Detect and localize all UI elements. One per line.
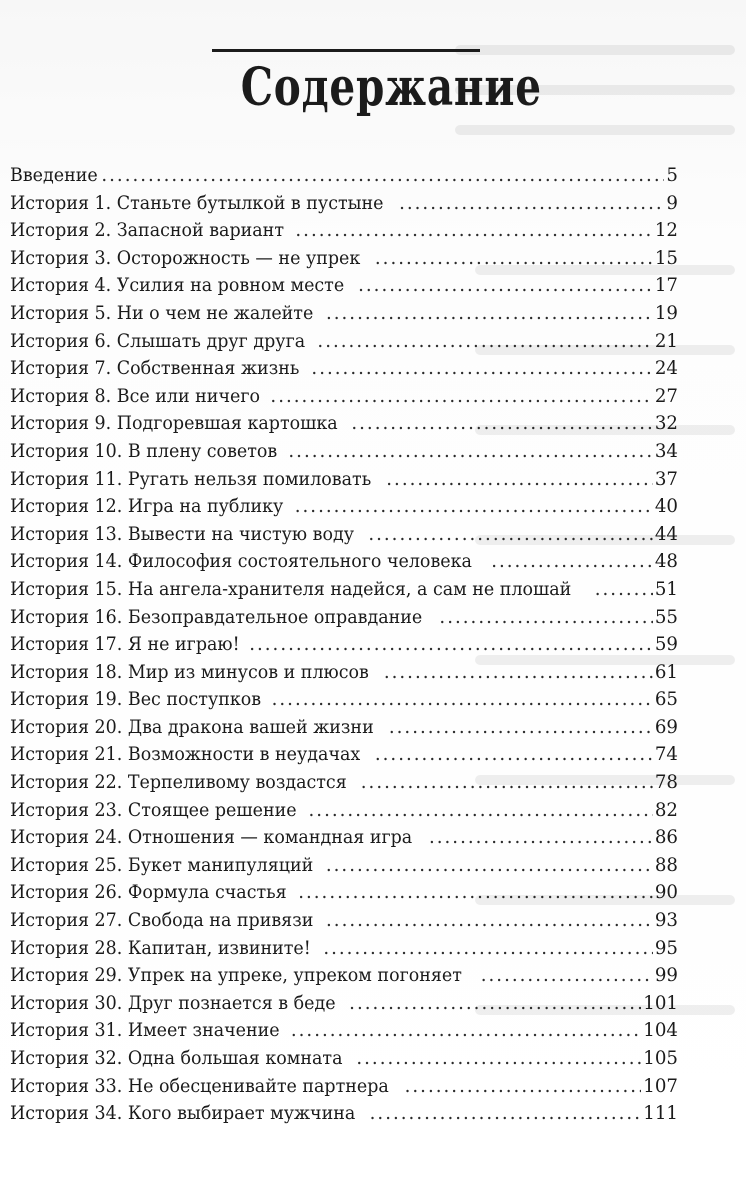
toc-entry-page: 51 — [654, 578, 678, 600]
toc-entry[interactable] — [10, 190, 678, 218]
toc-entry-title: История 15. На ангела-хранителя надейся, а сам не плошай — [10, 578, 572, 600]
toc-entry[interactable] — [10, 493, 678, 521]
toc-entry[interactable] — [10, 879, 678, 907]
toc-entry-title: История 26. Формула счастья — [10, 882, 287, 904]
toc-entry-title: История 27. Свобода на привязи — [10, 910, 314, 932]
toc-entry[interactable] — [10, 245, 678, 273]
dot-leader — [295, 493, 653, 521]
toc-entry-title: История 17. Я не играю! — [10, 634, 240, 656]
toc-entry[interactable] — [10, 631, 678, 659]
toc-entry[interactable] — [10, 741, 678, 769]
table-of-contents — [10, 162, 678, 1128]
toc-entry[interactable] — [10, 466, 678, 494]
toc-entry[interactable] — [10, 659, 678, 687]
toc-entry-title: История 19. Вес поступков — [10, 689, 262, 711]
dot-leader — [326, 907, 653, 935]
toc-entry-page: 104 — [643, 1020, 678, 1042]
toc-entry-page: 15 — [654, 247, 678, 269]
toc-entry-title: История 14. Философия состоятельного человека — [10, 551, 472, 573]
toc-entry-title: История 28. Капитан, извините! — [10, 937, 311, 959]
dot-leader — [375, 245, 653, 273]
toc-entry[interactable] — [10, 990, 678, 1018]
toc-entry-title: История 1. Станьте бутылкой в пустыне — [10, 192, 384, 214]
toc-entry-page: 55 — [654, 606, 678, 628]
toc-entry-title: История 4. Усилия на ровном месте — [10, 275, 345, 297]
toc-entry-title: История 18. Мир из минусов и плюсов — [10, 661, 369, 683]
toc-entry-title: Введение — [10, 165, 98, 186]
toc-entry-page: 65 — [654, 689, 678, 711]
dot-leader — [311, 355, 652, 383]
toc-entry[interactable] — [10, 852, 678, 880]
toc-entry-page: 34 — [654, 440, 678, 462]
toc-entry[interactable] — [10, 521, 678, 549]
dot-leader — [349, 990, 641, 1018]
dot-leader — [326, 300, 653, 328]
toc-entry[interactable] — [10, 686, 678, 714]
toc-entry-title: История 22. Терпеливому воздастся — [10, 772, 347, 794]
toc-entry[interactable] — [10, 824, 678, 852]
toc-entry[interactable] — [10, 410, 678, 438]
toc-entry-page: 74 — [654, 744, 678, 766]
toc-entry-title: История 31. Имеет значение — [10, 1020, 280, 1042]
toc-entry-title: История 21. Возможности в неудачах — [10, 744, 361, 766]
toc-entry-page: 44 — [654, 523, 678, 545]
toc-entry-title: История 25. Букет манипуляций — [10, 854, 314, 876]
dot-leader — [358, 272, 653, 300]
toc-entry[interactable] — [10, 907, 678, 935]
toc-entry-title: История 16. Безоправдательное оправдание — [10, 606, 423, 628]
dot-leader — [270, 383, 652, 411]
toc-entry[interactable] — [10, 217, 678, 245]
toc-entry-title: История 24. Отношения — командная игра — [10, 827, 413, 849]
dot-leader — [368, 521, 653, 549]
toc-entry-title: История 2. Запасной вариант — [10, 220, 284, 242]
toc-entry-title: История 12. Игра на публику — [10, 496, 284, 518]
toc-entry-title: История 5. Ни о чем не жалейте — [10, 302, 314, 324]
dot-leader — [375, 741, 653, 769]
toc-entry-title: История 33. Не обесценивайте партнера — [10, 1075, 389, 1097]
dot-leader — [481, 962, 653, 990]
dot-leader — [309, 797, 653, 825]
toc-entry[interactable] — [10, 1017, 678, 1045]
toc-entry-title: История 32. Одна большая комната — [10, 1048, 343, 1069]
toc-entry-page: 9 — [666, 192, 678, 214]
toc-entry-title: История 13. Вывести на чистую воду — [10, 523, 354, 545]
toc-entry-title: История 11. Ругать нельзя помиловать — [10, 468, 372, 490]
toc-entry-page: 69 — [654, 716, 678, 738]
toc-entry-page: 40 — [654, 496, 678, 518]
toc-entry-page: 21 — [654, 330, 678, 352]
toc-entry-page: 12 — [654, 220, 678, 242]
toc-entry-page: 19 — [654, 302, 678, 324]
toc-entry[interactable] — [10, 576, 678, 604]
title-rule — [212, 49, 480, 52]
toc-entry[interactable] — [10, 714, 678, 742]
dot-leader — [361, 769, 653, 797]
toc-entry[interactable] — [10, 383, 678, 411]
toc-entry[interactable] — [10, 1073, 678, 1101]
toc-entry-page: 93 — [654, 910, 678, 932]
toc-entry[interactable] — [10, 1045, 678, 1073]
toc-entry-page: 78 — [654, 772, 678, 794]
title-block — [211, 49, 542, 118]
toc-entry-title: История 34. Кого выбирает мужчина — [10, 1103, 356, 1125]
toc-entry[interactable] — [10, 300, 678, 328]
dot-leader — [323, 935, 653, 963]
toc-entry-title: История 8. Все или ничего — [10, 385, 260, 407]
toc-entry[interactable] — [10, 328, 678, 356]
dot-leader — [384, 659, 653, 687]
dot-leader — [291, 1017, 641, 1045]
toc-entry[interactable] — [10, 1100, 678, 1128]
dot-leader — [326, 852, 653, 880]
dot-leader — [351, 410, 653, 438]
toc-entry[interactable] — [10, 162, 678, 190]
toc-entry[interactable] — [10, 604, 678, 632]
dot-leader — [399, 190, 664, 218]
toc-entry-title: История 9. Подгоревшая картошка — [10, 413, 338, 435]
toc-entry[interactable] — [10, 935, 678, 963]
toc-entry[interactable] — [10, 548, 678, 576]
dot-leader — [389, 714, 653, 742]
toc-entry-page: 61 — [654, 661, 678, 683]
dot-leader — [249, 631, 653, 659]
dot-leader — [272, 686, 653, 714]
toc-entry[interactable] — [10, 272, 678, 300]
dot-leader — [295, 217, 652, 245]
toc-entry-page: 37 — [654, 468, 678, 490]
toc-entry-page: 27 — [654, 385, 678, 407]
dot-leader — [288, 438, 652, 466]
toc-entry-page: 101 — [643, 992, 678, 1014]
toc-entry-title: История 10. В плену советов — [10, 440, 278, 462]
page-title: Содержание — [240, 57, 542, 118]
dot-leader — [429, 824, 653, 852]
toc-entry-page: 59 — [654, 634, 678, 656]
dot-leader — [595, 576, 653, 604]
dot-leader — [317, 328, 652, 356]
toc-entry-page: 95 — [654, 937, 678, 959]
toc-entry-page: 107 — [643, 1075, 678, 1097]
toc-entry-page: 111 — [643, 1103, 678, 1125]
toc-entry-title: История 23. Стоящее решение — [10, 799, 297, 821]
toc-entry-title: История 20. Два дракона вашей жизни — [10, 716, 374, 738]
toc-entry-title: История 30. Друг познается в беде — [10, 992, 336, 1014]
toc-entry-page: 105 — [643, 1048, 678, 1069]
dot-leader — [405, 1073, 642, 1101]
toc-entry[interactable] — [10, 355, 678, 383]
toc-entry-page: 99 — [654, 965, 678, 987]
toc-entry-page: 5 — [666, 165, 678, 186]
dot-leader — [491, 548, 653, 576]
toc-entry-page: 48 — [654, 551, 678, 573]
toc-entry-page: 17 — [654, 275, 678, 297]
dot-leader — [298, 879, 653, 907]
toc-entry-page: 86 — [654, 827, 678, 849]
toc-entry-title: История 6. Слышать друг друга — [10, 330, 306, 352]
dot-leader — [386, 466, 653, 494]
toc-entry-page: 88 — [654, 854, 678, 876]
toc-entry[interactable] — [10, 438, 678, 466]
toc-entry[interactable] — [10, 962, 678, 990]
dot-leader — [356, 1045, 641, 1073]
toc-entry[interactable] — [10, 797, 678, 825]
toc-entry-page: 90 — [654, 882, 678, 904]
toc-entry-page: 24 — [654, 358, 678, 380]
toc-entry-title: История 7. Собственная жизнь — [10, 358, 300, 380]
dot-leader — [439, 604, 652, 632]
dot-leader — [101, 162, 664, 190]
dot-leader — [370, 1100, 642, 1128]
toc-entry-title: История 3. Осторожность — не упрек — [10, 247, 361, 269]
toc-entry-page: 32 — [654, 413, 678, 435]
toc-entry-title: История 29. Упрек на упреке, упреком погоняет — [10, 965, 462, 987]
toc-entry[interactable] — [10, 769, 678, 797]
toc-entry-page: 82 — [654, 799, 678, 821]
